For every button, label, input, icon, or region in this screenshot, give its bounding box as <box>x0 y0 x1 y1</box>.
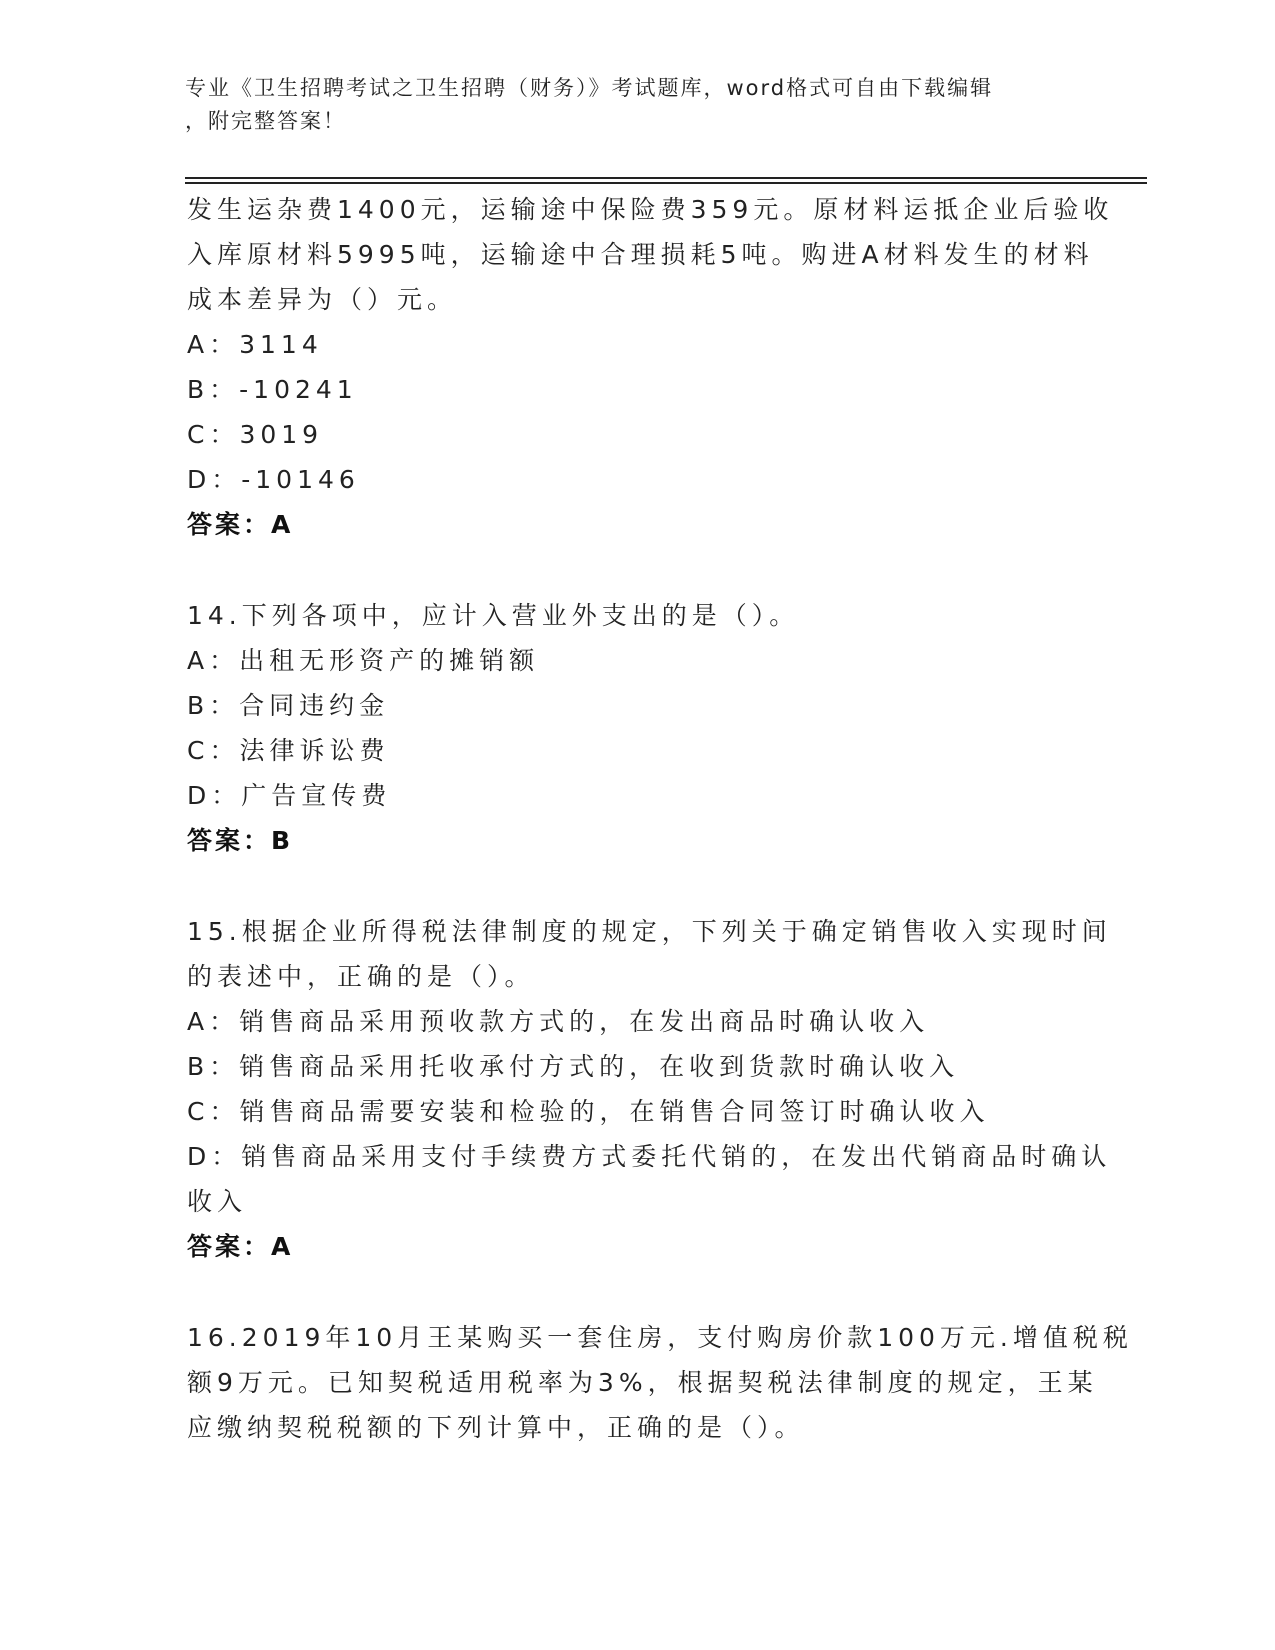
header-rule-top <box>185 177 1147 179</box>
spacer <box>187 863 1067 909</box>
question-13-option-b: B：-10241 <box>187 375 358 404</box>
question-16-text-line: 应缴纳契税税额的下列计算中，正确的是（）。 <box>187 1413 805 1442</box>
question-list <box>187 187 1133 1450</box>
question-14-option-c: C：法律诉讼费 <box>187 736 390 765</box>
spacer <box>187 547 1067 593</box>
question-13-option-d: D：-10146 <box>187 465 360 494</box>
question-13-option-a: A：3114 <box>187 330 323 359</box>
question-15-answer: 答案：A <box>187 1232 294 1261</box>
question-14-option-a: A：出租无形资产的摊销额 <box>187 646 540 675</box>
question-15-option-c: C：销售商品需要安装和检验的，在销售合同签订时确认收入 <box>187 1097 990 1126</box>
question-15-option-d: D：销售商品采用支付手续费方式委托代销的，在发出代销商品时确认 <box>187 1142 1112 1171</box>
header-rule-bottom <box>185 182 1147 184</box>
header-line-1: 专业《卫生招聘考试之卫生招聘（财务）》考试题库，word格式可自由下载编辑 <box>185 76 994 100</box>
question-14-text-line: 14.下列各项中，应计入营业外支出的是（）。 <box>187 601 800 630</box>
question-13-option-c: C：3019 <box>187 420 324 449</box>
question-16-text-line: 16.2019年10月王某购买一套住房，支付购房价款100万元.增值税税 <box>187 1323 1133 1352</box>
question-16 <box>187 1315 1133 1450</box>
question-13-text-line: 入库原材料5995吨，运输途中合理损耗5吨。购进A材料发生的材料 <box>187 240 1094 269</box>
question-15-option-d-continued: 收入 <box>187 1187 248 1216</box>
question-14-option-d: D：广告宣传费 <box>187 781 392 810</box>
question-15-text-line: 15.根据企业所得税法律制度的规定，下列关于确定销售收入实现时间 <box>187 917 1112 946</box>
header-line-2: ，附完整答案！ <box>185 109 346 133</box>
spacer <box>187 1269 1067 1315</box>
question-15 <box>187 909 1112 1269</box>
question-13-text-line: 发生运杂费1400元，运输途中保险费359元。原材料运抵企业后验收 <box>187 195 1114 224</box>
question-14-option-b: B：合同违约金 <box>187 691 390 720</box>
question-14-answer: 答案：B <box>187 826 294 855</box>
question-14 <box>187 593 1067 863</box>
question-15-option-a: A：销售商品采用预收款方式的，在发出商品时确认收入 <box>187 1007 930 1036</box>
document-header <box>185 72 1055 138</box>
question-13 <box>187 187 1114 547</box>
question-15-text-line: 的表述中，正确的是（）。 <box>187 962 535 991</box>
question-16-text-line: 额9万元。已知契税适用税率为3%，根据契税法律制度的规定，王某 <box>187 1368 1098 1397</box>
question-13-text-line: 成本差异为（）元。 <box>187 285 458 314</box>
question-15-option-b: B：销售商品采用托收承付方式的，在收到货款时确认收入 <box>187 1052 960 1081</box>
question-13-answer: 答案：A <box>187 510 294 539</box>
